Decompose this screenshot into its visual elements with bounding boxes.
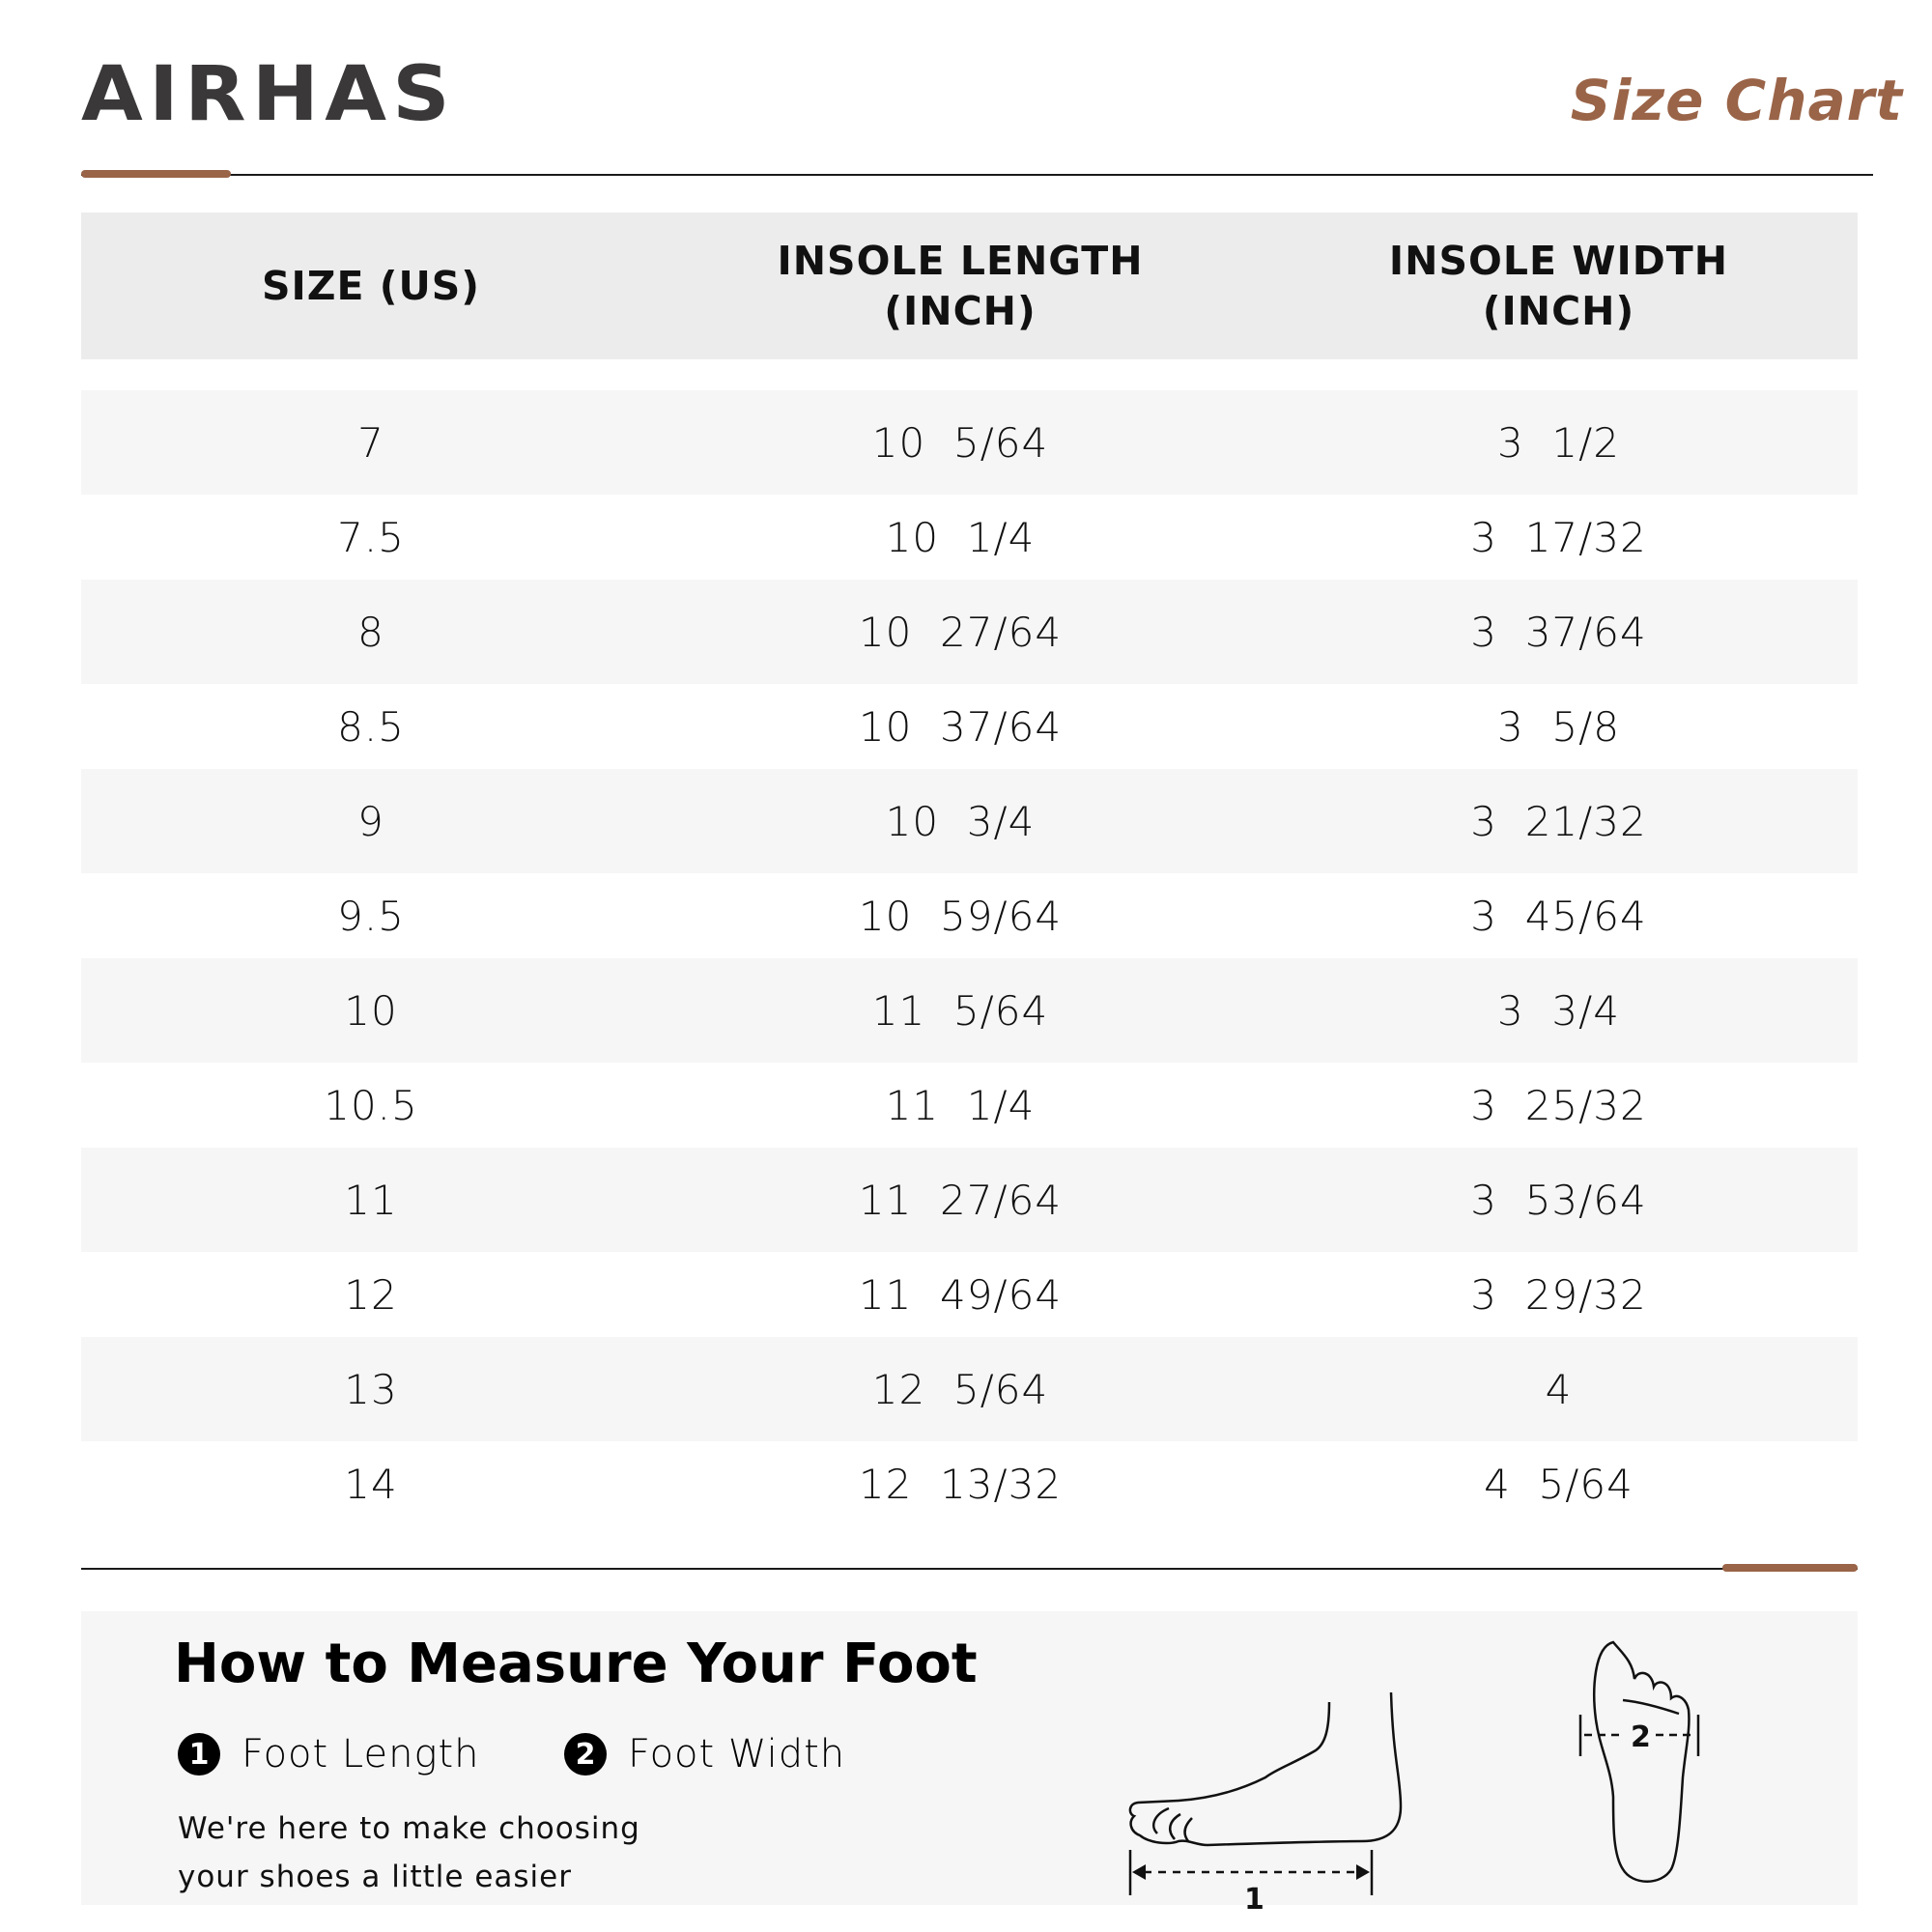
cell-size: 9 bbox=[357, 797, 384, 845]
table-header bbox=[81, 213, 1858, 359]
top-accent-bar bbox=[81, 170, 231, 178]
table-row bbox=[81, 580, 1858, 684]
size-table bbox=[81, 213, 1858, 1526]
brand-name: AIRHAS bbox=[81, 58, 456, 128]
table-row bbox=[81, 495, 1858, 580]
page-title: Size Chart bbox=[1570, 68, 1903, 133]
cell-insole-width: 3 29/32 bbox=[1470, 1270, 1647, 1319]
table-row bbox=[81, 1441, 1858, 1526]
cell-insole-length: 10 37/64 bbox=[858, 702, 1063, 751]
step-label: Foot Width bbox=[628, 1732, 846, 1776]
table-row bbox=[81, 958, 1858, 1063]
step-label: Foot Length bbox=[242, 1732, 480, 1776]
col-header-insole-length: INSOLE LENGTH (INCH) bbox=[777, 238, 1144, 334]
table-row bbox=[81, 1252, 1858, 1337]
table-row bbox=[81, 390, 1858, 495]
cell-size: 12 bbox=[344, 1270, 398, 1319]
cell-insole-width: 3 21/32 bbox=[1470, 797, 1647, 845]
cell-insole-width: 3 45/64 bbox=[1470, 892, 1647, 940]
figure-label-length: 1 bbox=[1244, 1883, 1264, 1913]
cell-size: 11 bbox=[344, 1176, 398, 1224]
cell-insole-length: 11 27/64 bbox=[858, 1176, 1063, 1224]
cell-insole-width: 3 25/32 bbox=[1470, 1081, 1647, 1129]
cell-insole-length: 10 5/64 bbox=[871, 418, 1049, 467]
cell-insole-width: 3 3/4 bbox=[1496, 986, 1621, 1035]
table-row bbox=[81, 684, 1858, 769]
cell-insole-length: 10 27/64 bbox=[858, 608, 1063, 656]
step-number-2-icon: 2 bbox=[564, 1733, 607, 1776]
cell-insole-width: 3 5/8 bbox=[1496, 702, 1621, 751]
cell-insole-width: 3 53/64 bbox=[1470, 1176, 1647, 1224]
cell-size: 7 bbox=[357, 418, 384, 467]
step-number-1-icon: 1 bbox=[178, 1733, 220, 1776]
cell-insole-width: 3 37/64 bbox=[1470, 608, 1647, 656]
bottom-accent-bar bbox=[1722, 1564, 1858, 1572]
measure-description: We're here to make choosing your shoes a little easier bbox=[178, 1811, 640, 1894]
cell-size: 13 bbox=[344, 1365, 398, 1413]
step-foot-length bbox=[178, 1732, 480, 1776]
cell-insole-width: 3 1/2 bbox=[1496, 418, 1621, 467]
brand-logo bbox=[81, 58, 468, 128]
table-body bbox=[81, 390, 1858, 1526]
cell-insole-length: 12 5/64 bbox=[871, 1365, 1049, 1413]
table-row bbox=[81, 873, 1858, 958]
cell-size: 14 bbox=[344, 1460, 398, 1508]
foot-side-length-icon bbox=[1111, 1642, 1497, 1913]
cell-insole-width: 3 17/32 bbox=[1470, 513, 1647, 561]
cell-size: 8 bbox=[357, 608, 384, 656]
cell-insole-length: 11 1/4 bbox=[885, 1081, 1036, 1129]
bottom-divider bbox=[81, 1568, 1858, 1570]
table-row bbox=[81, 1337, 1858, 1441]
foot-sole-width-icon bbox=[1575, 1633, 1729, 1893]
cell-size: 8.5 bbox=[337, 702, 405, 751]
col-header-insole-width: INSOLE WIDTH (INCH) bbox=[1388, 238, 1729, 334]
cell-insole-length: 12 13/32 bbox=[858, 1460, 1063, 1508]
cell-insole-length: 11 49/64 bbox=[858, 1270, 1063, 1319]
cell-insole-width: 4 5/64 bbox=[1484, 1460, 1634, 1508]
cell-insole-width: 4 bbox=[1545, 1365, 1573, 1413]
measure-title: How to Measure Your Foot bbox=[174, 1633, 978, 1695]
table-row bbox=[81, 1148, 1858, 1252]
step-foot-width bbox=[564, 1732, 845, 1776]
top-divider bbox=[81, 174, 1873, 176]
figure-label-width: 2 bbox=[1631, 1720, 1651, 1754]
cell-size: 7.5 bbox=[337, 513, 405, 561]
cell-size: 10.5 bbox=[324, 1081, 418, 1129]
cell-size: 10 bbox=[344, 986, 398, 1035]
cell-insole-length: 10 3/4 bbox=[885, 797, 1036, 845]
cell-insole-length: 11 5/64 bbox=[871, 986, 1049, 1035]
cell-size: 9.5 bbox=[337, 892, 405, 940]
table-row bbox=[81, 1063, 1858, 1148]
table-row bbox=[81, 769, 1858, 873]
col-header-size: SIZE (US) bbox=[261, 263, 481, 309]
cell-insole-length: 10 1/4 bbox=[885, 513, 1036, 561]
cell-insole-length: 10 59/64 bbox=[858, 892, 1063, 940]
